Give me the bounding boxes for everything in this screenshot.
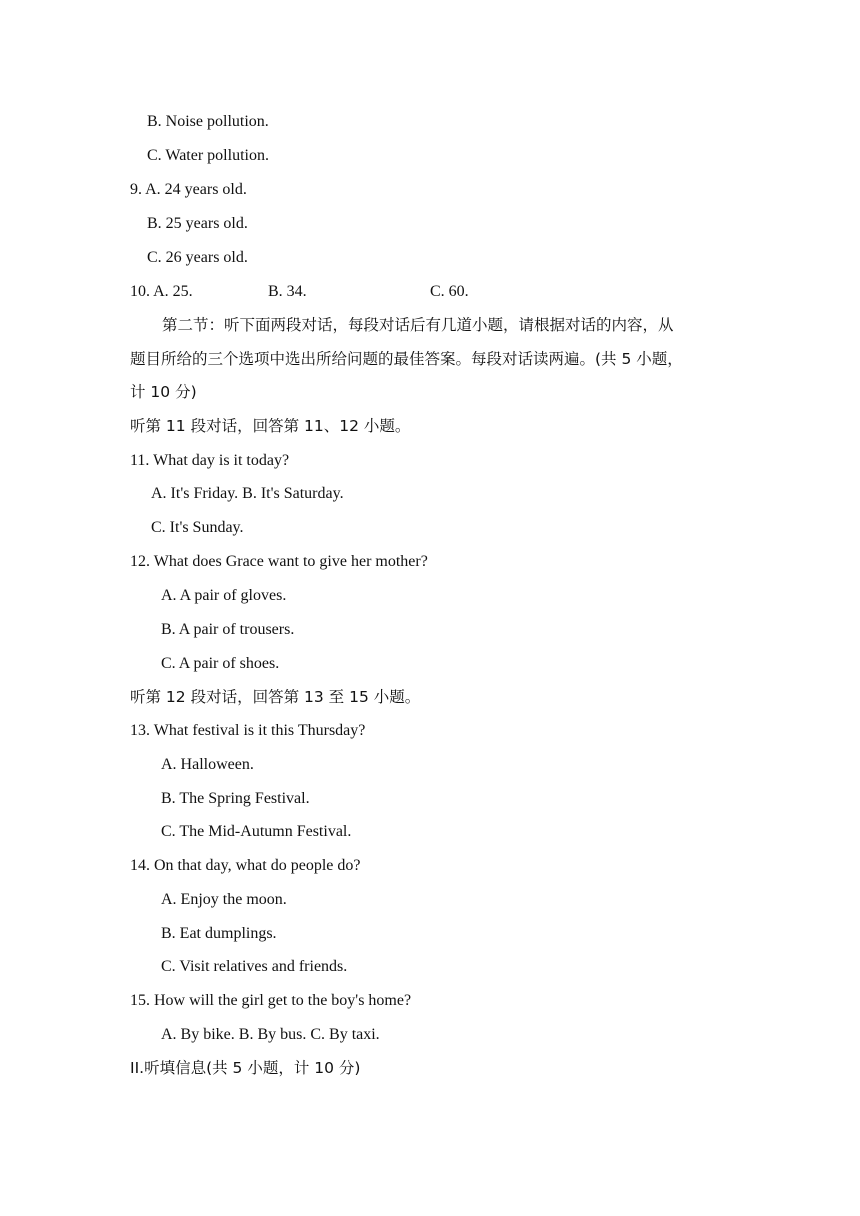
option-8c: C. Water pollution.	[147, 147, 269, 164]
question-10-option-a: 10. A. 25.	[130, 283, 193, 300]
question-12-option-c: C. A pair of shoes.	[161, 655, 280, 672]
question-14-option-a: A. Enjoy the moon.	[161, 891, 287, 908]
option-10b: B. 34.	[268, 283, 307, 300]
question-14: 14. On that day, what do people do?	[130, 857, 361, 874]
question-14-option-c: C. Visit relatives and friends.	[161, 958, 348, 975]
option-8b: B. Noise pollution.	[147, 113, 269, 130]
question-13-option-a: A. Halloween.	[161, 756, 254, 773]
option-9c: C. 26 years old.	[147, 249, 248, 266]
section-two-instructions-line-2: 题目所给的三个选项中选出所给问题的最佳答案。每段对话读两遍。(共 5 小题，	[130, 350, 683, 368]
question-12: 12. What does Grace want to give her mother?	[130, 553, 428, 570]
section-two-instructions-line-3: 计 10 分)	[130, 383, 197, 401]
dialogue-12-heading: 听第 12 段对话，回答第 13 至 15 小题。	[130, 688, 421, 706]
question-13-option-c: C. The Mid-Autumn Festival.	[161, 823, 352, 840]
question-11-option-c: C. It's Sunday.	[151, 519, 244, 536]
question-15-options: A. By bike. B. By bus. C. By taxi.	[161, 1026, 380, 1043]
option-10c: C. 60.	[430, 283, 469, 300]
dialogue-11-heading: 听第 11 段对话，回答第 11、12 小题。	[130, 417, 411, 435]
question-11: 11. What day is it today?	[130, 452, 290, 469]
section-ii-heading: II.听填信息(共 5 小题，计 10 分)	[130, 1059, 361, 1077]
section-two-instructions-line-1: 第二节：听下面两段对话，每段对话后有几道小题，请根据对话的内容，从	[162, 316, 674, 334]
question-9-option-a: 9. A. 24 years old.	[130, 181, 247, 198]
question-15: 15. How will the girl get to the boy's home?	[130, 992, 412, 1009]
question-12-option-a: A. A pair of gloves.	[161, 587, 287, 604]
question-13: 13. What festival is it this Thursday?	[130, 722, 366, 739]
question-13-option-b: B. The Spring Festival.	[161, 790, 310, 807]
question-12-option-b: B. A pair of trousers.	[161, 621, 295, 638]
option-9b: B. 25 years old.	[147, 215, 248, 232]
question-14-option-b: B. Eat dumplings.	[161, 925, 277, 942]
question-11-options-ab: A. It's Friday. B. It's Saturday.	[151, 485, 344, 502]
